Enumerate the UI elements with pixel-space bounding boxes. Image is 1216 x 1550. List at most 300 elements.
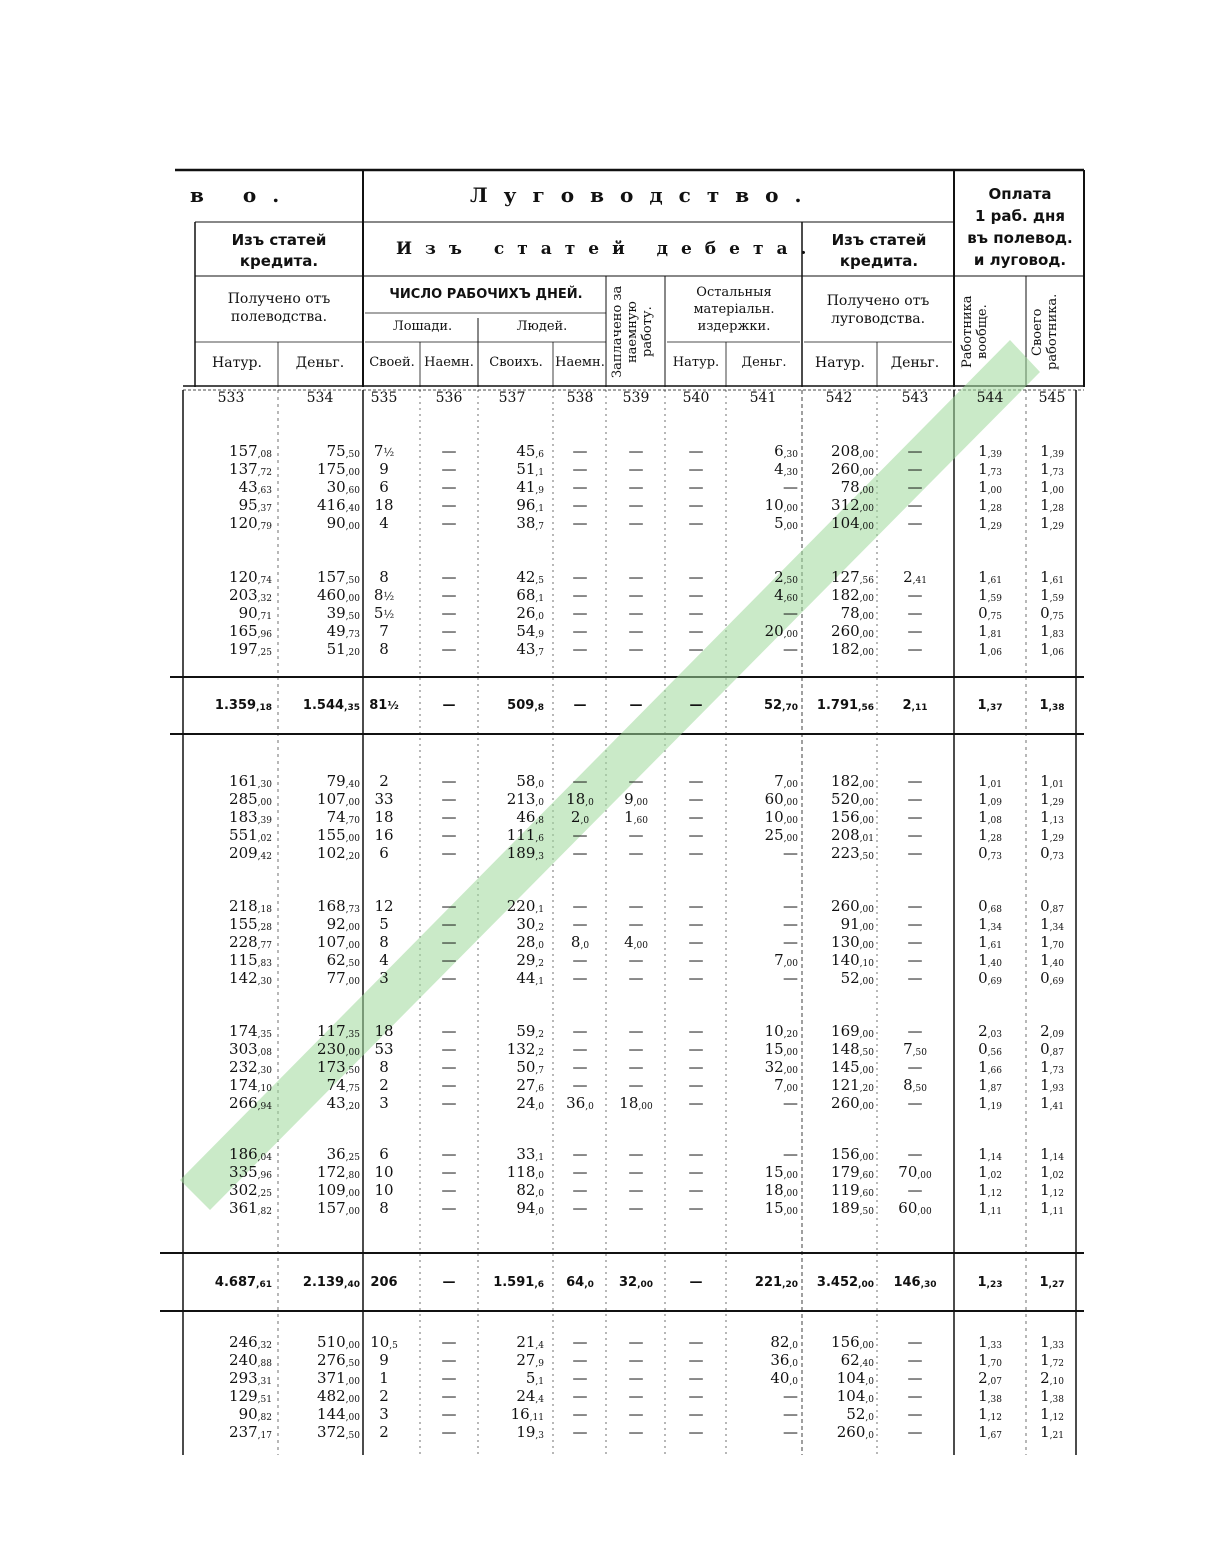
main-title: Луговодство.	[470, 183, 818, 207]
table-cell: 18	[374, 1022, 394, 1040]
table-cell: $179_{,60}$	[831, 1163, 874, 1181]
table-cell: $1_{,61}$	[1040, 568, 1064, 586]
table-cell: $60_{,00}$	[764, 790, 798, 808]
table-cell: —	[783, 604, 798, 622]
table-cell: —	[441, 951, 457, 969]
table-cell: $36_{,0}$	[770, 1351, 798, 1369]
table-cell: $15_{,00}$	[764, 1163, 798, 1181]
table-cell: $260_{,0}$	[836, 1423, 874, 1441]
table-cell: $10_{,5}$	[370, 1333, 398, 1351]
horses-label: Лошади.	[392, 319, 453, 334]
col-natur-3: Натур.	[815, 355, 865, 371]
table-cell: —	[907, 1022, 923, 1040]
table-cell: $1_{,34}$	[978, 915, 1002, 933]
table-cell: $7_{,00}$	[774, 1076, 798, 1094]
table-cell: $142_{,30}$	[229, 969, 272, 987]
paid-for-work-label: Заплачено за наемную работу.	[610, 285, 655, 379]
table-cell: $1_{,70}$	[978, 1351, 1002, 1369]
table-cell: —	[572, 1163, 588, 1181]
table-cell: —	[628, 460, 644, 478]
table-cell: —	[783, 969, 798, 987]
col-natur-1: Натур.	[212, 355, 262, 371]
table-cell: $371_{,00}$	[317, 1369, 360, 1387]
table-cell: $1_{,28}$	[978, 826, 1002, 844]
table-cell: $260_{,00}$	[831, 460, 874, 478]
table-cell: $20_{,00}$	[764, 622, 798, 640]
table-cell: $1_{,12}$	[1040, 1181, 1064, 1199]
table-cell: —	[572, 1369, 588, 1387]
table-cell: —	[441, 478, 457, 496]
table-cell: —	[572, 1405, 588, 1423]
table-cell: $1_{,14}$	[978, 1145, 1002, 1163]
total-cell: —	[442, 698, 456, 713]
table-cell: $104_{,0}$	[836, 1369, 874, 1387]
col-hired-horses: Наемн.	[424, 355, 474, 370]
table-cell: —	[628, 640, 644, 658]
table-cell: $62_{,50}$	[326, 951, 360, 969]
table-cell: —	[441, 1351, 457, 1369]
table-cell: $1_{,33}$	[1040, 1333, 1064, 1351]
column-number: 544	[976, 390, 1004, 406]
table-cell: $96_{,1}$	[516, 496, 544, 514]
table-cell: $119_{,60}$	[831, 1181, 874, 1199]
table-cell: $1_{,01}$	[1040, 772, 1064, 790]
table-cell: $172_{,80}$	[317, 1163, 360, 1181]
table-cell: $156_{,00}$	[831, 1145, 874, 1163]
table-cell: $155_{,28}$	[229, 915, 272, 933]
table-cell: $1_{,21}$	[1040, 1423, 1064, 1441]
table-cell: $1_{,34}$	[1040, 915, 1064, 933]
right-credit-title: Изъ статей кредита.	[831, 231, 927, 270]
left-credit-title: Изъ статей кредита.	[231, 231, 327, 270]
table-cell: $148_{,50}$	[831, 1040, 874, 1058]
table-cell: $1_{,87}$	[978, 1076, 1002, 1094]
table-cell: $1_{,06}$	[1040, 640, 1064, 658]
table-cell: $25_{,00}$	[764, 826, 798, 844]
table-cell: 7	[379, 622, 389, 640]
table-cell: $132_{,2}$	[506, 1040, 544, 1058]
table-cell: $1_{,01}$	[978, 772, 1002, 790]
table-cell: $1_{,28}$	[1040, 496, 1064, 514]
table-cell: $24_{,4}$	[516, 1387, 544, 1405]
table-cell: $137_{,72}$	[229, 460, 272, 478]
table-cell: —	[907, 1423, 923, 1441]
table-cell: —	[628, 969, 644, 987]
table-cell: —	[907, 897, 923, 915]
table-cell: $62_{,40}$	[840, 1351, 874, 1369]
table-cell: —	[907, 772, 923, 790]
total-cell: $32_{,00}$	[618, 1275, 654, 1290]
table-cell: —	[628, 514, 644, 532]
table-cell: $36_{,0}$	[566, 1094, 594, 1112]
table-cell: —	[441, 1058, 457, 1076]
table-cell: 8	[379, 1058, 389, 1076]
table-cell: —	[688, 1351, 704, 1369]
table-cell: —	[572, 478, 588, 496]
table-cell: —	[572, 442, 588, 460]
table-cell: $50_{,7}$	[516, 1058, 544, 1076]
table-cell: $169_{,00}$	[831, 1022, 874, 1040]
worker-total-label: Работника вообще.	[960, 295, 990, 369]
table-cell: $260_{,00}$	[831, 622, 874, 640]
total-cell: —	[442, 1275, 456, 1290]
table-cell: $90_{,00}$	[326, 514, 360, 532]
table-cell: $42_{,5}$	[516, 568, 544, 586]
table-cell: $1_{,14}$	[1040, 1145, 1064, 1163]
table-cell: —	[907, 790, 923, 808]
table-cell: 9	[379, 1351, 389, 1369]
table-cell: $246_{,32}$	[229, 1333, 272, 1351]
table-cell: $1_{,73}$	[978, 460, 1002, 478]
table-cell: —	[628, 478, 644, 496]
table-cell: $120_{,79}$	[229, 514, 272, 532]
table-cell: $1_{,29}$	[1040, 790, 1064, 808]
table-cell: —	[907, 622, 923, 640]
table-cell: $182_{,00}$	[831, 772, 874, 790]
other-costs-label: Остальныя матеріальн. издержки.	[693, 285, 775, 334]
table-cell: $107_{,00}$	[317, 933, 360, 951]
table-cell: $7_{,00}$	[774, 772, 798, 790]
table-cell: $38_{,7}$	[516, 514, 544, 532]
table-cell: $0_{,75}$	[1040, 604, 1064, 622]
table-cell: $335_{,96}$	[229, 1163, 272, 1181]
table-cell: 53	[374, 1040, 394, 1058]
table-cell: $293_{,31}$	[229, 1369, 272, 1387]
table-cell: $1_{,28}$	[978, 496, 1002, 514]
table-cell: —	[628, 1076, 644, 1094]
table-cell: —	[907, 442, 923, 460]
table-cell: —	[441, 1145, 457, 1163]
table-cell: $60_{,00}$	[898, 1199, 932, 1217]
column-number: 534	[306, 390, 334, 406]
table-cell: —	[572, 1058, 588, 1076]
table-cell: $213_{,0}$	[506, 790, 544, 808]
table-cell: $0_{,87}$	[1040, 1040, 1064, 1058]
table-cell: $95_{,37}$	[238, 496, 272, 514]
table-cell: —	[441, 1333, 457, 1351]
table-cell: —	[572, 1333, 588, 1351]
table-cell: $189_{,3}$	[506, 844, 544, 862]
table-cell: 1	[379, 1369, 389, 1387]
table-cell: —	[688, 496, 704, 514]
table-cell: $2_{,50}$	[774, 568, 798, 586]
table-cell: $161_{,30}$	[229, 772, 272, 790]
table-cell: 10	[374, 1181, 394, 1199]
table-cell: $183_{,39}$	[229, 808, 272, 826]
table-cell: $1_{,59}$	[1040, 586, 1064, 604]
table-cell: —	[441, 1076, 457, 1094]
table-cell: $302_{,25}$	[229, 1181, 272, 1199]
table-cell: $107_{,00}$	[317, 790, 360, 808]
table-cell: 8	[379, 568, 389, 586]
table-cell: 6	[379, 478, 389, 496]
table-cell: —	[907, 951, 923, 969]
table-cell: $182_{,00}$	[831, 640, 874, 658]
table-cell: —	[441, 1369, 457, 1387]
column-number: 537	[498, 390, 526, 406]
table-cell: $79_{,40}$	[326, 772, 360, 790]
table-cell: $51_{,1}$	[516, 460, 544, 478]
table-cell: $1_{,40}$	[978, 951, 1002, 969]
table-cell: —	[572, 460, 588, 478]
received-meadow-label: Получено отъ луговодства.	[826, 293, 930, 327]
table-cell: —	[628, 1040, 644, 1058]
total-cell: $1_{,38}$	[1039, 698, 1065, 713]
table-cell: 12	[374, 897, 394, 915]
table-cell: —	[572, 1022, 588, 1040]
table-cell: —	[572, 514, 588, 532]
table-cell: $157_{,08}$	[229, 442, 272, 460]
table-cell: $52_{,0}$	[846, 1405, 874, 1423]
table-cell: $482_{,00}$	[317, 1387, 360, 1405]
table-cell: —	[628, 844, 644, 862]
total-cell: $1_{,37}$	[977, 698, 1003, 713]
table-cell: $237_{,17}$	[229, 1423, 272, 1441]
table-cell: $82_{,0}$	[770, 1333, 798, 1351]
table-cell: —	[572, 496, 588, 514]
table-cell: $144_{,00}$	[317, 1405, 360, 1423]
table-cell: —	[907, 844, 923, 862]
table-cell: —	[572, 969, 588, 987]
table-cell: —	[688, 1387, 704, 1405]
table-cell: —	[572, 568, 588, 586]
col-own-people: Своихъ.	[489, 355, 543, 370]
col-money-3: Деньг.	[890, 355, 940, 371]
table-cell: $1_{,12}$	[1040, 1405, 1064, 1423]
table-cell: 9	[379, 460, 389, 478]
table-cell: —	[441, 640, 457, 658]
table-cell: —	[688, 514, 704, 532]
table-cell: $52_{,00}$	[840, 969, 874, 987]
table-cell: $46_{,8}$	[516, 808, 544, 826]
table-cell: —	[907, 969, 923, 987]
received-field-label: Получено отъ полеводства.	[227, 291, 331, 325]
table-cell: $218_{,18}$	[229, 897, 272, 915]
table-cell: —	[783, 897, 798, 915]
table-cell: —	[907, 826, 923, 844]
table-cell: —	[907, 1145, 923, 1163]
table-cell: $1_{,59}$	[978, 586, 1002, 604]
table-cell: —	[441, 1405, 457, 1423]
right-title-line-2: 1 раб. дня	[974, 207, 1066, 225]
table-cell: —	[628, 1058, 644, 1076]
table-cell: $1_{,13}$	[1040, 808, 1064, 826]
table-cell: $120_{,74}$	[229, 568, 272, 586]
table-cell: $1_{,09}$	[978, 790, 1002, 808]
table-cell: $36_{,25}$	[326, 1145, 360, 1163]
table-cell: —	[441, 1423, 457, 1441]
left-title: в о.	[190, 183, 296, 207]
table-cell: —	[572, 1199, 588, 1217]
table-cell: $10_{,20}$	[764, 1022, 798, 1040]
table-cell: $165_{,96}$	[229, 622, 272, 640]
table-cell: —	[441, 460, 457, 478]
table-cell: —	[572, 1181, 588, 1199]
col-natur-2: Натур.	[672, 355, 720, 370]
table-cell: $2_{,10}$	[1040, 1369, 1064, 1387]
table-cell: —	[688, 1145, 704, 1163]
table-cell: $232_{,30}$	[229, 1058, 272, 1076]
table-cell: $1_{,39}$	[978, 442, 1002, 460]
table-cell: $156_{,00}$	[831, 1333, 874, 1351]
table-cell: $41_{,9}$	[516, 478, 544, 496]
table-cell: —	[441, 790, 457, 808]
table-cell: —	[441, 826, 457, 844]
table-cell: —	[907, 604, 923, 622]
table-cell: —	[688, 808, 704, 826]
table-cell: $266_{,94}$	[229, 1094, 272, 1112]
table-cell: $40_{,0}$	[770, 1369, 798, 1387]
table-cell: —	[628, 1181, 644, 1199]
table-cell: $203_{,32}$	[229, 586, 272, 604]
table-cell: $24_{,0}$	[516, 1094, 544, 1112]
table-cell: $0_{,73}$	[1040, 844, 1064, 862]
table-cell: $51_{,20}$	[326, 640, 360, 658]
table-cell: $104_{,0}$	[836, 1387, 874, 1405]
table-cell: —	[441, 442, 457, 460]
table-cell: $510_{,00}$	[317, 1333, 360, 1351]
table-cell: $10_{,00}$	[764, 808, 798, 826]
table-cell: 2	[379, 772, 389, 790]
table-cell: $520_{,00}$	[831, 790, 874, 808]
table-cell: —	[688, 622, 704, 640]
column-number: 543	[901, 390, 929, 406]
table-cell: —	[688, 1163, 704, 1181]
table-cell: —	[907, 1369, 923, 1387]
table-cell: $1_{,73}$	[1040, 1058, 1064, 1076]
table-cell: $30_{,2}$	[516, 915, 544, 933]
table-cell: $44_{,1}$	[516, 969, 544, 987]
table-cell: 2	[379, 1076, 389, 1094]
table-cell: —	[441, 1022, 457, 1040]
table-cell: —	[907, 1058, 923, 1076]
table-cell: —	[572, 1387, 588, 1405]
table-cell: —	[628, 622, 644, 640]
table-cell: —	[628, 1163, 644, 1181]
table-cell: $1_{,33}$	[978, 1333, 1002, 1351]
table-cell: 3	[379, 969, 389, 987]
table-cell: —	[688, 460, 704, 478]
table-cell: $54_{,9}$	[516, 622, 544, 640]
table-cell: $58_{,0}$	[516, 772, 544, 790]
table-cell: —	[783, 1405, 798, 1423]
total-cell: $64_{,0}$	[566, 1275, 594, 1290]
table-cell: $1_{,81}$	[978, 622, 1002, 640]
table-cell: —	[628, 915, 644, 933]
table-cell: 5½	[373, 604, 395, 622]
table-cell: —	[688, 897, 704, 915]
total-cell: $52_{,70}$	[763, 698, 798, 713]
table-cell: —	[783, 1094, 798, 1112]
table-cell: —	[628, 586, 644, 604]
table-cell: $223_{,50}$	[831, 844, 874, 862]
table-cell: $2_{,41}$	[903, 568, 927, 586]
table-cell: $175_{,00}$	[317, 460, 360, 478]
table-cell: $155_{,00}$	[317, 826, 360, 844]
table-cell: $18_{,00}$	[619, 1094, 653, 1112]
table-cell: $82_{,0}$	[516, 1181, 544, 1199]
table-cell: $30_{,60}$	[326, 478, 360, 496]
table-cell: $109_{,00}$	[317, 1181, 360, 1199]
table-cell: $8_{,0}$	[570, 933, 590, 951]
table-cell: 5	[379, 915, 389, 933]
table-cell: —	[783, 640, 798, 658]
table-cell: 8½	[373, 586, 395, 604]
table-cell: —	[688, 1333, 704, 1351]
table-cell: 16	[374, 826, 394, 844]
table-cell: —	[572, 622, 588, 640]
column-number: 541	[749, 390, 777, 406]
table-cell: $49_{,73}$	[326, 622, 360, 640]
table-cell: $208_{,01}$	[831, 826, 874, 844]
table-cell: $230_{,00}$	[317, 1040, 360, 1058]
table-cell: —	[572, 826, 588, 844]
table-cell: $29_{,2}$	[516, 951, 544, 969]
table-cell: $260_{,00}$	[831, 1094, 874, 1112]
table-cell: $10_{,00}$	[764, 496, 798, 514]
table-cell: $1_{,73}$	[1040, 460, 1064, 478]
table-cell: —	[783, 915, 798, 933]
table-cell: $1_{,40}$	[1040, 951, 1064, 969]
table-cell: —	[688, 933, 704, 951]
table-cell: —	[441, 808, 457, 826]
table-cell: $2_{,07}$	[978, 1369, 1002, 1387]
table-cell: $145_{,00}$	[831, 1058, 874, 1076]
table-cell: $28_{,0}$	[516, 933, 544, 951]
col-hired-people: Наемн.	[555, 355, 605, 370]
table-cell: $130_{,00}$	[831, 933, 874, 951]
table-cell: $1_{,38}$	[1040, 1387, 1064, 1405]
table-cell: $4_{,00}$	[624, 933, 648, 951]
table-cell: —	[572, 1423, 588, 1441]
table-cell: 3	[379, 1405, 389, 1423]
table-cell: —	[688, 969, 704, 987]
table-cell: $1_{,12}$	[978, 1405, 1002, 1423]
table-cell: $4_{,60}$	[774, 586, 798, 604]
table-cell: —	[783, 478, 798, 496]
table-cell: —	[572, 1351, 588, 1369]
table-cell: —	[572, 772, 588, 790]
table-cell: —	[688, 826, 704, 844]
table-cell: —	[907, 478, 923, 496]
table-cell: $102_{,20}$	[317, 844, 360, 862]
table-cell: —	[628, 604, 644, 622]
table-cell: —	[441, 1199, 457, 1217]
table-cell: —	[628, 442, 644, 460]
table-cell: 3	[379, 1094, 389, 1112]
table-cell: $9_{,00}$	[624, 790, 648, 808]
table-cell: $104_{,00}$	[831, 514, 874, 532]
table-cell: 4	[379, 514, 389, 532]
column-number: 536	[435, 390, 463, 406]
table-cell: $15_{,00}$	[764, 1199, 798, 1217]
right-title-line-3: въ полевод.	[967, 229, 1073, 247]
table-cell: —	[907, 496, 923, 514]
table-cell: —	[572, 1076, 588, 1094]
table-cell: $94_{,0}$	[516, 1199, 544, 1217]
table-cell: $77_{,00}$	[326, 969, 360, 987]
table-cell: —	[628, 1351, 644, 1369]
table-cell: $15_{,00}$	[764, 1040, 798, 1058]
table-cell: $27_{,6}$	[516, 1076, 544, 1094]
table-cell: 18	[374, 808, 394, 826]
table-cell: —	[628, 1405, 644, 1423]
table-cell: —	[572, 951, 588, 969]
table-cell: —	[907, 1094, 923, 1112]
table-cell: $16_{,11}$	[510, 1405, 544, 1423]
table-cell: —	[688, 604, 704, 622]
table-cell: —	[688, 586, 704, 604]
